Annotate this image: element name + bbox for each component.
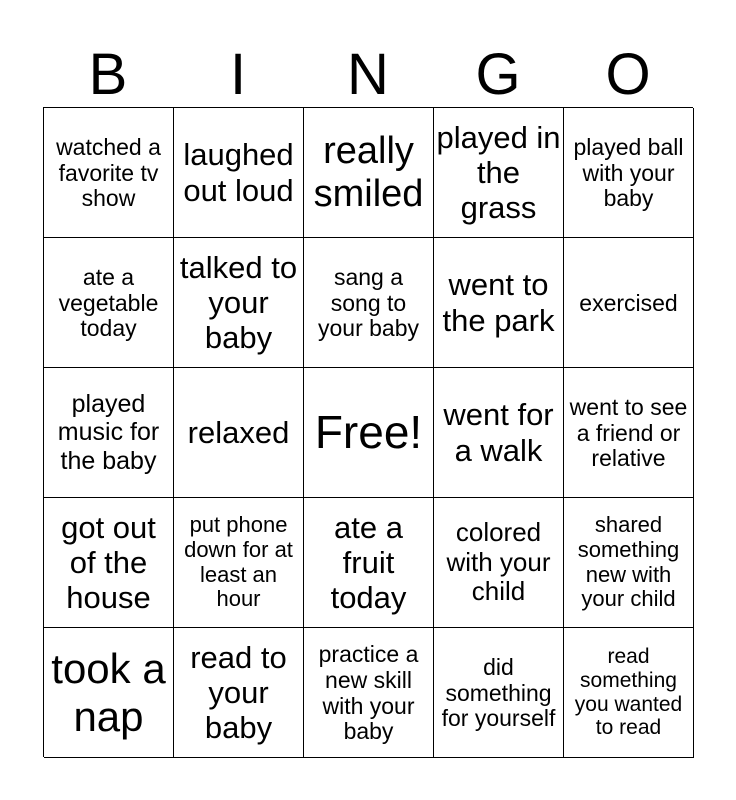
bingo-cell-label: went to see a friend or relative bbox=[569, 393, 688, 472]
bingo-cell-r3-c2[interactable] bbox=[304, 498, 434, 628]
bingo-cell-r4-c0[interactable] bbox=[44, 628, 174, 758]
bingo-cell-label: really smiled bbox=[313, 129, 424, 215]
bingo-cell-label: did something for yourself bbox=[441, 653, 556, 732]
bingo-cell-label: read to your baby bbox=[190, 639, 287, 745]
bingo-cell-label: laughed out loud bbox=[183, 137, 294, 208]
bingo-cell-label: talked to your baby bbox=[179, 249, 298, 355]
bingo-cell-r0-c4[interactable] bbox=[564, 108, 694, 238]
bingo-cell-r4-c1[interactable] bbox=[174, 628, 304, 758]
bingo-cell-label: shared something new with your child bbox=[577, 511, 680, 612]
header-letter-g: G bbox=[475, 42, 521, 107]
bingo-cell-label: played music for the baby bbox=[57, 390, 160, 475]
bingo-cell-label: ate a vegetable today bbox=[58, 263, 159, 342]
bingo-cell-r2-c3[interactable] bbox=[434, 368, 564, 498]
bingo-cell-label: went to the park bbox=[442, 267, 555, 338]
bingo-cell-r0-c3[interactable] bbox=[434, 108, 564, 238]
bingo-cell-r4-c4[interactable] bbox=[564, 628, 694, 758]
bingo-header bbox=[43, 44, 693, 106]
bingo-cell-label: took a nap bbox=[51, 645, 166, 740]
bingo-cell-label: watched a favorite tv show bbox=[56, 133, 161, 212]
bingo-cell-label: ate a fruit today bbox=[330, 509, 407, 615]
bingo-cell-r1-c3[interactable] bbox=[434, 238, 564, 368]
bingo-cell-r0-c1[interactable] bbox=[174, 108, 304, 238]
free-space-label: Free! bbox=[314, 405, 423, 458]
bingo-cell-r0-c2[interactable] bbox=[304, 108, 434, 238]
bingo-cell-label: went for a walk bbox=[443, 397, 554, 468]
bingo-cell-r3-c4[interactable] bbox=[564, 498, 694, 628]
bingo-cell-label: practice a new skill with your baby bbox=[318, 640, 419, 745]
bingo-board bbox=[43, 107, 693, 757]
bingo-cell-label: read something you wanted to read bbox=[574, 645, 683, 740]
header-letter-o: O bbox=[605, 42, 651, 107]
bingo-cell-label: exercised bbox=[579, 289, 678, 316]
bingo-cell-r3-c0[interactable] bbox=[44, 498, 174, 628]
bingo-cell-label: got out of the house bbox=[61, 509, 156, 615]
bingo-cell-label: played in the grass bbox=[436, 119, 561, 225]
bingo-cell-r1-c2[interactable] bbox=[304, 238, 434, 368]
header-letter-b: B bbox=[88, 42, 128, 107]
bingo-cell-r0-c0[interactable] bbox=[44, 108, 174, 238]
bingo-cell-r4-c3[interactable] bbox=[434, 628, 564, 758]
bingo-cell-label: relaxed bbox=[187, 414, 290, 450]
bingo-cell-r1-c4[interactable] bbox=[564, 238, 694, 368]
bingo-cell-r2-c4[interactable] bbox=[564, 368, 694, 498]
header-letter-n: N bbox=[347, 42, 389, 107]
bingo-cell-r1-c0[interactable] bbox=[44, 238, 174, 368]
bingo-cell-r3-c1[interactable] bbox=[174, 498, 304, 628]
bingo-cell-label: colored with your child bbox=[446, 517, 551, 607]
header-letter-i: I bbox=[229, 42, 247, 107]
bingo-cell-r2-c2-free[interactable] bbox=[304, 368, 434, 498]
bingo-cell-label: sang a song to your baby bbox=[317, 263, 419, 342]
bingo-cell-r2-c1[interactable] bbox=[174, 368, 304, 498]
bingo-cell-label: put phone down for at least an hour bbox=[184, 511, 293, 612]
bingo-cell-label: played ball with your baby bbox=[573, 133, 684, 212]
bingo-cell-r3-c3[interactable] bbox=[434, 498, 564, 628]
bingo-cell-r1-c1[interactable] bbox=[174, 238, 304, 368]
bingo-cell-r4-c2[interactable] bbox=[304, 628, 434, 758]
bingo-cell-r2-c0[interactable] bbox=[44, 368, 174, 498]
